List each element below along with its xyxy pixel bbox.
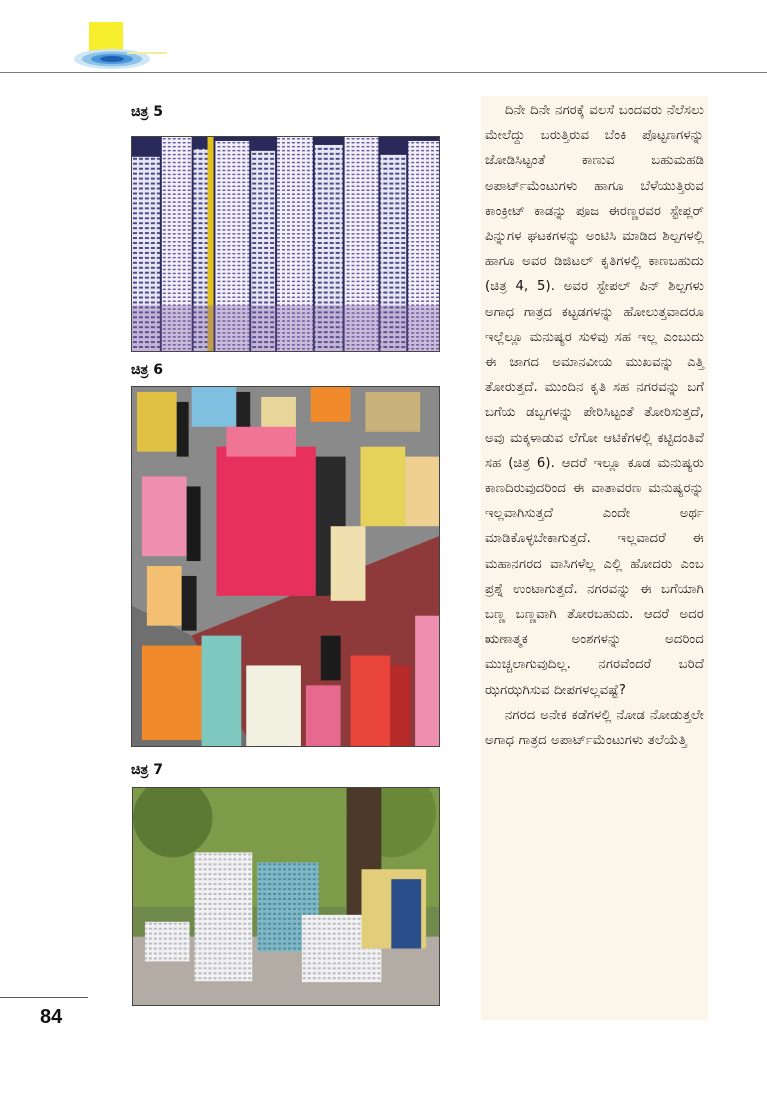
- figure-7-label: ಚಿತ್ರ 7: [131, 762, 164, 778]
- article-paragraph-1: ದಿನೇ ದಿನೇ ನಗರಕ್ಕೆ ವಲಸೆ ಬಂದವರು ನೆಲೆಸಲು ಮೇಲೆದ್ದು ಬರುತ್ತಿರುವ ಬೆಂಕಿ ಪೊಟ್ಟಣಗಳನ್ನು ಜೋಡಿಸಿಟ್ಟಂತೆ ಕಾಣುವ ಬಹುಮಹಡಿ ಅಪಾರ್ಟ್‌ಮೆಂಟುಗಳು ಹಾಗೂ ಬೆಳೆಯುತ್ತಿರುವ ಕಾಂಕ್ರೀಟ್ ಕಾಡನ್ನು ಪೂಜ ಈರಣ್ಣರವರ ಸ್ಟೇಪ್ಲರ್ ಪಿನ್ನುಗಳ ಘಟಕಗಳನ್ನು ಅಂಟಿಸಿ ಮಾಡಿದ ಶಿಲ್ಪಗಳಲ್ಲಿ ಹಾಗೂ ಅವರ ಡಿಜಿಟಲ್ ಕೃತಿಗಳಲ್ಲಿ ಕಾಣಬಹುದು (ಚಿತ್ರ 4, 5). ಅವರ ಸ್ಟೇಪಲ್ ಪಿನ್ ಶಿಲ್ಪಗಳು ಅಗಾಧ ಗಾತ್ರದ ಕಟ್ಟಡಗಳನ್ನು ಹೋಲುತ್ತವಾದರೂ ಇಲ್ಲೆಲ್ಲೂ ಮನುಷ್ಯರ ಸುಳಿವು ಸಹ ಇಲ್ಲ ಎಂಬುದು ಈ ಜಾಗದ ಅಮಾನವೀಯ ಮುಖವನ್ನು ಎತ್ತಿ ತೋರುತ್ತದೆ. ಮುಂದಿನ ಕೃತಿ ಸಹ ನಗರವನ್ನು ಬಗೆ ಬಗೆಯ ಡಬ್ಬಗಳನ್ನು ಪೇರಿಸಿಟ್ಟಂತೆ ತೋರಿಸುತ್ತದೆ, ಅವು ಮಕ್ಕಳಾಡುವ ಲೆಗೋ ಆಟಿಕೆಗಳಲ್ಲಿ ಕಟ್ಟಿದಂತಿವೆ ಸಹ (ಚಿತ್ರ 6). ಆದರೆ ಇಲ್ಲೂ ಕೂಡ ಮನುಷ್ಯರು ಕಾಣದಿರುವುದರಿಂದ ಈ ವಾತಾವರಣ ಮನುಷ್ಯರನ್ನು ಇಲ್ಲವಾಗಿಸುತ್ತದೆ ಎಂದೇ ಅರ್ಥ ಮಾಡಿಕೊಳ್ಳಬೇಕಾಗುತ್ತದೆ. ಇಲ್ಲವಾದರೆ ಈ ಮಹಾನಗರದ ವಾಸಿಗಳೆಲ್ಲ ಎಲ್ಲಿ ಹೋದರು ಎಂಬ ಪ್ರಶ್ನೆ ಉಂಟಾಗುತ್ತದೆ. ನಗರವನ್ನು ಈ ಬಗೆಯಾಗಿ ಬಣ್ಣ ಬಣ್ಣವಾಗಿ ತೋರಬಹುದು. ಆದರೆ ಅದರ ಋಣಾತ್ಮಕ ಅಂಶಗಳನ್ನು ಅದರಿಂದ ಮುಚ್ಚಲಾಗುವುದಿಲ್ಲ. ನಗರವೆಂದರೆ ಬರಿದೆ ಝಗಝಗಿಸುವ ದೀಪಗಳಲ್ಲವಷ್ಟೆ?: [485, 103, 704, 698]
- article-paragraph-2: ನಗರದ ಅನೇಕ ಕಡೆಗಳಲ್ಲಿ ನೋಡ ನೋಡುತ್ತಲೇ ಅಗಾಧ ಗಾತ್ರದ ಅಪಾರ್ಟ್‌ಮೆಂಟುಗಳು ತಲೆಯೆತ್ತಿ: [485, 707, 704, 749]
- magazine-logo: [72, 22, 192, 76]
- figure-5-label: ಚಿತ್ರ 5: [131, 104, 164, 120]
- footer-rule: [0, 997, 88, 998]
- figure-7-image: [132, 787, 440, 1006]
- figure-6-image: [131, 386, 440, 747]
- figure-5-image: [131, 136, 440, 352]
- article-text-column: [481, 96, 708, 1020]
- figure-6-label: ಚಿತ್ರ 6: [131, 362, 164, 378]
- page-number: 84: [40, 1006, 63, 1028]
